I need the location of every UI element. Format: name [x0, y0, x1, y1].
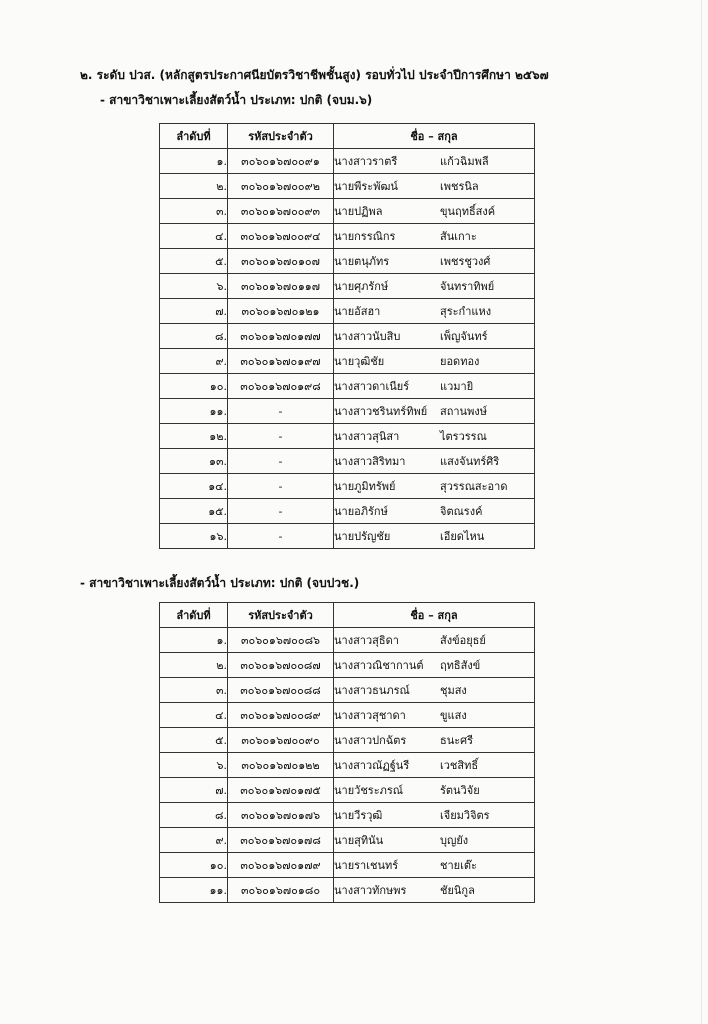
student-name — [334, 628, 535, 653]
row-number: ๕. — [160, 728, 228, 753]
table-row — [160, 753, 535, 778]
row-number: ๒. — [160, 174, 228, 199]
student-name — [334, 803, 535, 828]
first-name: นางสาวทักษพร — [334, 884, 407, 897]
row-number: ๑๑. — [160, 399, 228, 424]
last-name: ขูแสง — [440, 709, 467, 722]
student-id: ๓๐๖๐๑๖๗๐๑๘๐ — [228, 878, 334, 903]
header-no: ลำดับที่ — [160, 603, 228, 628]
table-row — [160, 349, 535, 374]
student-id: ๓๐๖๐๑๖๗๐๐๘๘ — [228, 678, 334, 703]
student-id: ๓๐๖๐๑๖๗๐๑๑๗ — [228, 274, 334, 299]
first-name: นายอภิรักษ์ — [334, 505, 388, 518]
student-id: ๓๐๖๐๑๖๗๐๑๗๙ — [228, 853, 334, 878]
document-heading: ๒. ระดับ ปวส. (หลักสูตรประกาศนียบัตรวิชาชีพชั้นสูง) รอบทั่วไป ประจำปีการศึกษา ๒๕๖๗ — [80, 68, 549, 82]
page-edge — [701, 0, 702, 1024]
row-number: ๓. — [160, 678, 228, 703]
student-id: ๓๐๖๐๑๖๗๐๑๗๗ — [228, 324, 334, 349]
last-name: สังข์อยุธย์ — [440, 634, 486, 647]
first-name: นางสาวชรินทร์ทิพย์ — [334, 405, 428, 418]
row-number: ๙. — [160, 349, 228, 374]
student-name — [334, 449, 535, 474]
last-name: สุระกำแหง — [440, 305, 492, 318]
student-id: - — [228, 424, 334, 449]
student-name — [334, 878, 535, 903]
first-name: นายพีระพัฒน์ — [334, 180, 398, 193]
student-name — [334, 828, 535, 853]
table-row — [160, 399, 535, 424]
header-id: รหัสประจำตัว — [228, 124, 334, 149]
student-name — [334, 224, 535, 249]
header-no: ลำดับที่ — [160, 124, 228, 149]
first-name: นางสาวดาเนียร์ — [334, 380, 410, 393]
table-row — [160, 878, 535, 903]
student-name — [334, 728, 535, 753]
first-name: นายตนุภัทร — [334, 255, 390, 268]
row-number: ๙. — [160, 828, 228, 853]
student-name — [334, 399, 535, 424]
table-row — [160, 803, 535, 828]
first-name: นางสาวปกฉัตร — [334, 734, 407, 747]
row-number: ๔. — [160, 224, 228, 249]
table-row — [160, 853, 535, 878]
student-id: ๓๐๖๐๑๖๗๐๑๙๘ — [228, 374, 334, 399]
table-row — [160, 174, 535, 199]
student-name — [334, 678, 535, 703]
row-number: ๑. — [160, 149, 228, 174]
last-name: สันเกาะ — [440, 230, 477, 243]
header-name: ชื่อ – สกุล — [334, 124, 535, 149]
section1-title: - สาขาวิชาเพาะเลี้ยงสัตว์น้ำ ประเภท: ปกติ (จบม.๖) — [100, 93, 373, 107]
student-id: ๓๐๖๐๑๖๗๐๑๗๘ — [228, 828, 334, 853]
table-row — [160, 224, 535, 249]
header-id: รหัสประจำตัว — [228, 603, 334, 628]
first-name: นายวีรวุฒิ — [334, 809, 383, 822]
last-name: ขุนฤทธิ์สงค์ — [440, 205, 496, 218]
student-name — [334, 703, 535, 728]
row-number: ๖. — [160, 753, 228, 778]
student-id: - — [228, 449, 334, 474]
row-number: ๑๒. — [160, 424, 228, 449]
row-number: ๑๐. — [160, 374, 228, 399]
table-row — [160, 424, 535, 449]
header-name: ชื่อ – สกุล — [334, 603, 535, 628]
student-id: ๓๐๖๐๑๖๗๐๐๘๙ — [228, 703, 334, 728]
last-name: สุวรรณสะอาด — [440, 480, 508, 493]
last-name: แวมายิ — [440, 380, 474, 393]
student-name — [334, 374, 535, 399]
row-number: ๑๔. — [160, 474, 228, 499]
first-name: นายศุภรักษ์ — [334, 280, 389, 293]
student-id: ๓๐๖๐๑๖๗๐๐๙๐ — [228, 728, 334, 753]
last-name: แสงจันทร์ศิริ — [440, 455, 500, 468]
first-name: นางสาวสุชาดา — [334, 709, 406, 722]
row-number: ๗. — [160, 299, 228, 324]
table-header-row — [160, 124, 535, 149]
student-name — [334, 778, 535, 803]
table-row — [160, 678, 535, 703]
last-name: เพชรนิล — [440, 180, 479, 193]
student-id: ๓๐๖๐๑๖๗๐๐๙๔ — [228, 224, 334, 249]
student-id: ๓๐๖๐๑๖๗๐๐๘๖ — [228, 628, 334, 653]
first-name: นายวัชระภรณ์ — [334, 784, 403, 797]
table-row — [160, 499, 535, 524]
row-number: ๑๓. — [160, 449, 228, 474]
student-name — [334, 524, 535, 549]
student-id: ๓๐๖๐๑๖๗๐๐๙๓ — [228, 199, 334, 224]
first-name: นายราเชนทร์ — [334, 859, 399, 872]
student-id: ๓๐๖๐๑๖๗๐๐๘๗ — [228, 653, 334, 678]
first-name: นายวุฒิชัย — [334, 355, 385, 368]
student-name — [334, 853, 535, 878]
last-name: เวชสิทธิ์ — [440, 759, 479, 772]
student-id: ๓๐๖๐๑๖๗๐๑๒๑ — [228, 299, 334, 324]
student-name — [334, 149, 535, 174]
first-name: นายสุทินัน — [334, 834, 384, 847]
table-header-row — [160, 603, 535, 628]
first-name: นางสาวณิชากานต์ — [334, 659, 424, 672]
table-row — [160, 274, 535, 299]
table-row — [160, 374, 535, 399]
table-row — [160, 703, 535, 728]
table-row — [160, 149, 535, 174]
row-number: ๑. — [160, 628, 228, 653]
student-name — [334, 274, 535, 299]
table-row — [160, 628, 535, 653]
table-row — [160, 728, 535, 753]
last-name: ธนะศรี — [440, 734, 474, 747]
last-name: ฤทธิสังข์ — [440, 659, 481, 672]
table-row — [160, 653, 535, 678]
last-name: เจียมวิจิตร — [440, 809, 490, 822]
first-name: นายอัสฮา — [334, 305, 381, 318]
last-name: ชัยนิกูล — [440, 884, 475, 897]
row-number: ๘. — [160, 803, 228, 828]
table-row — [160, 828, 535, 853]
student-id: ๓๐๖๐๑๖๗๐๐๙๒ — [228, 174, 334, 199]
table-row — [160, 524, 535, 549]
student-name — [334, 299, 535, 324]
last-name: ชุมสง — [440, 684, 467, 697]
section2-title: - สาขาวิชาเพาะเลี้ยงสัตว์น้ำ ประเภท: ปกติ (จบปวช.) — [80, 576, 360, 590]
student-name — [334, 474, 535, 499]
first-name: นางสาวสิริทมา — [334, 455, 406, 468]
student-name — [334, 324, 535, 349]
student-id: - — [228, 499, 334, 524]
row-number: ๕. — [160, 249, 228, 274]
last-name: สถานพงษ์ — [440, 405, 487, 418]
first-name: นางสาวสุธิดา — [334, 634, 399, 647]
student-id: ๓๐๖๐๑๖๗๐๑๙๗ — [228, 349, 334, 374]
last-name: จันทราทิพย์ — [440, 280, 495, 293]
student-name — [334, 349, 535, 374]
row-number: ๗. — [160, 778, 228, 803]
student-id: ๓๐๖๐๑๖๗๐๑๗๖ — [228, 803, 334, 828]
last-name: แก้วฉิมพลี — [440, 155, 489, 168]
first-name: นายภูมิทรัพย์ — [334, 480, 396, 493]
first-name: นางสาวราตรี — [334, 155, 398, 168]
first-name: นางสาวสุนิสา — [334, 430, 400, 443]
student-name — [334, 653, 535, 678]
student-id: - — [228, 524, 334, 549]
roster-table-section2 — [159, 602, 535, 903]
last-name: เพชรชูวงศ์ — [440, 255, 491, 268]
student-name — [334, 753, 535, 778]
last-name: จิตณรงค์ — [440, 505, 483, 518]
student-name — [334, 249, 535, 274]
table-row — [160, 249, 535, 274]
first-name: นางสาวณัฏฐ์นรี — [334, 759, 410, 772]
row-number: ๘. — [160, 324, 228, 349]
table-row — [160, 474, 535, 499]
row-number: ๑๕. — [160, 499, 228, 524]
last-name: บุญยัง — [440, 834, 469, 847]
student-name — [334, 174, 535, 199]
last-name: ไตรวรรณ — [440, 430, 487, 443]
row-number: ๖. — [160, 274, 228, 299]
last-name: รัตนวิจัย — [440, 784, 480, 797]
table-row — [160, 199, 535, 224]
row-number: ๑๑. — [160, 878, 228, 903]
last-name: ชายเต๊ะ — [440, 859, 477, 872]
student-id: ๓๐๖๐๑๖๗๐๑๗๕ — [228, 778, 334, 803]
table-row — [160, 299, 535, 324]
student-id: ๓๐๖๐๑๖๗๐๑๒๒ — [228, 753, 334, 778]
student-name — [334, 424, 535, 449]
roster-table-section1 — [159, 123, 535, 549]
last-name: เอียดไหน — [440, 530, 485, 543]
last-name: ยอดทอง — [440, 355, 480, 368]
table-row — [160, 778, 535, 803]
student-id: - — [228, 474, 334, 499]
first-name: นางสาวธนภรณ์ — [334, 684, 410, 697]
student-id: ๓๐๖๐๑๖๗๐๑๐๗ — [228, 249, 334, 274]
row-number: ๒. — [160, 653, 228, 678]
student-name — [334, 199, 535, 224]
student-name — [334, 499, 535, 524]
first-name: นายปฏิพล — [334, 205, 383, 218]
row-number: ๑๖. — [160, 524, 228, 549]
table-row — [160, 324, 535, 349]
first-name: นายปรัญชัย — [334, 530, 391, 543]
student-id: - — [228, 399, 334, 424]
row-number: ๑๐. — [160, 853, 228, 878]
student-id: ๓๐๖๐๑๖๗๐๐๙๑ — [228, 149, 334, 174]
first-name: นายกรรณิกร — [334, 230, 396, 243]
last-name: เพ็ญจันทร์ — [440, 330, 488, 343]
row-number: ๓. — [160, 199, 228, 224]
row-number: ๔. — [160, 703, 228, 728]
first-name: นางสาวนับสิบ — [334, 330, 401, 343]
table-row — [160, 449, 535, 474]
